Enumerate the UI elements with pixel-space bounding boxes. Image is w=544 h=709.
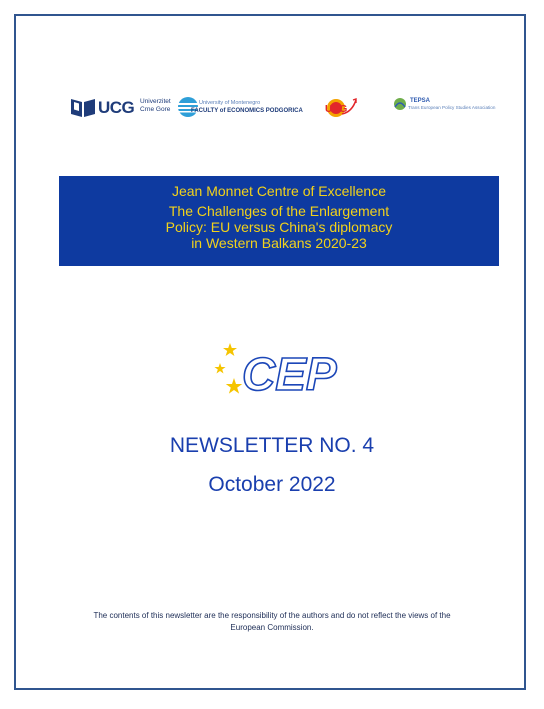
page-frame (14, 14, 526, 690)
tepsa-name: TEPSA (410, 98, 431, 104)
cep-logo (212, 338, 338, 400)
cep-logo-graphic (212, 338, 338, 400)
ucg-logo (70, 96, 172, 120)
udg-name: UDG (325, 104, 348, 115)
star-icon (223, 343, 237, 356)
star-icon (226, 378, 242, 394)
ucg-subtitle-line1: Univerzitet (140, 98, 171, 105)
ucg-subtitle-line2: Crne Gore (140, 105, 171, 113)
programme-banner (59, 176, 499, 266)
cep-text: CEP (242, 348, 337, 400)
disclaimer (56, 610, 488, 634)
star-icon (214, 363, 225, 374)
faculty-of-economics-logo (177, 96, 303, 120)
ucg-book-icon (70, 96, 96, 118)
udg-mark-icon (312, 96, 358, 120)
faculty-line2: FACULTY of ECONOMICS PODGORICA (191, 108, 303, 114)
faculty-line1: University of Montenegro (199, 100, 261, 106)
banner-line2: The Challenges of the Enlargement (168, 203, 390, 219)
tepsa-logo (392, 96, 496, 120)
banner-line3: Policy: EU versus China's diplomacy (165, 219, 393, 235)
banner-line4: in Western Balkans 2020-23 (191, 235, 367, 251)
banner-line1: Jean Monnet Centre of Excellence (171, 183, 386, 199)
disclaimer-line1: The contents of this newsletter are the responsibility of the authors and do not reflect the views of the (93, 611, 451, 620)
ucg-subtitle (140, 98, 171, 113)
newsletter-title: NEWSLETTER NO. 4 (169, 434, 375, 457)
tepsa-subtitle: Trans European Policy Studies Association (408, 105, 496, 110)
ucg-name: UCG (98, 98, 135, 117)
globe-icon (177, 96, 199, 118)
udg-logo (312, 96, 358, 120)
tepsa-emblem-icon (392, 97, 408, 111)
newsletter-date: October 2022 (208, 473, 336, 496)
disclaimer-line2: European Commission. (230, 623, 314, 632)
